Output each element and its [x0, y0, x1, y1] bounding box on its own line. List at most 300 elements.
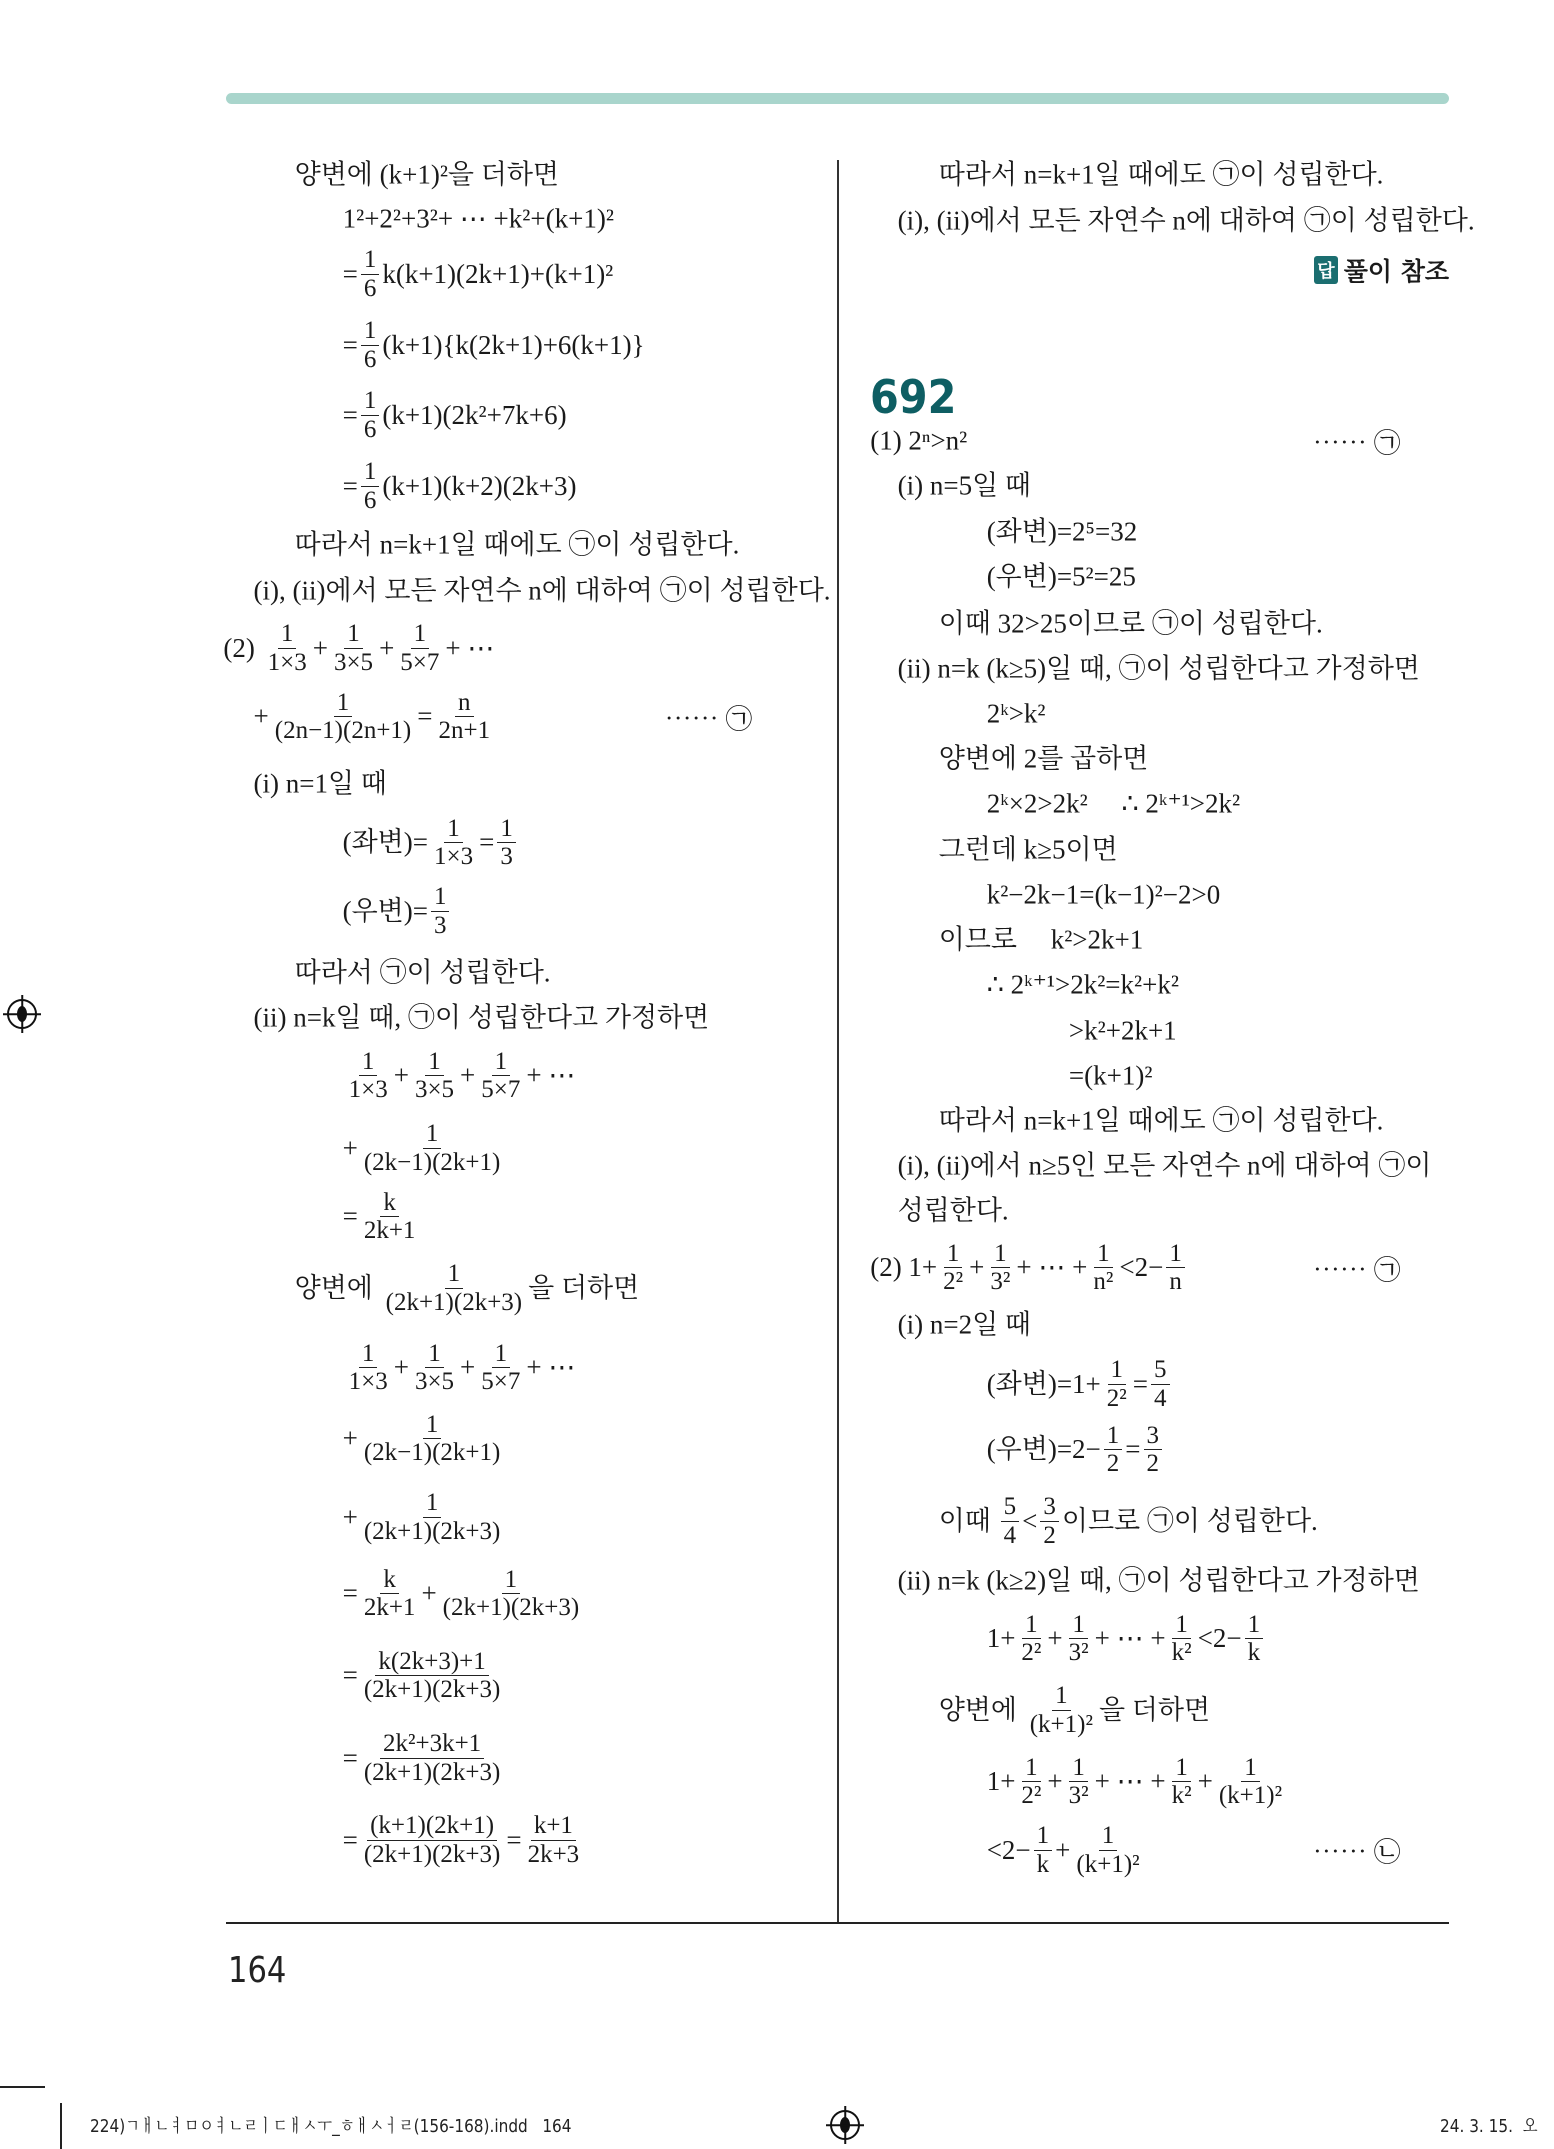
numerator: k	[380, 1566, 399, 1595]
math-text: 이므로 k²>2k+1	[938, 924, 1144, 955]
math-text: (좌변)=	[342, 827, 428, 858]
fraction	[361, 246, 380, 302]
fraction	[435, 689, 493, 745]
answer-badge: 답	[1314, 256, 1337, 284]
denominator: (2n−1)(2n+1)	[274, 717, 412, 745]
math-line	[987, 561, 1136, 592]
math-line	[898, 205, 1475, 236]
fraction	[361, 1812, 504, 1868]
footer-date: 24. 3. 15. 오	[1440, 2116, 1538, 2137]
math-text: =	[342, 399, 358, 430]
numerator: 1	[361, 458, 380, 487]
numerator: 1	[1069, 1754, 1088, 1783]
math-text: 양변에	[294, 1272, 380, 1303]
fraction	[1001, 1493, 1020, 1549]
denominator: (2k+1)(2k+3)	[363, 1758, 501, 1786]
math-text: =	[342, 329, 358, 360]
math-line	[987, 698, 1046, 729]
numerator: 1	[423, 1411, 442, 1440]
math-text: =	[342, 1578, 358, 1609]
math-text: (ii) n=k (k≥2)일 때, ㉠이 성립한다고 가정하면	[897, 1565, 1420, 1596]
denominator: n	[1169, 1268, 1182, 1296]
math-text: 양변에 (k+1)²을 더하면	[294, 159, 560, 190]
numerator: (k+1)(2k+1)	[367, 1812, 497, 1841]
math-text: (ii) n=k (k≥5)일 때, ㉠이 성립한다고 가정하면	[897, 653, 1420, 684]
fraction	[412, 1340, 457, 1396]
math-line	[254, 575, 831, 606]
math-line	[343, 1566, 586, 1622]
math-line	[939, 1493, 1318, 1549]
denominator: 4	[1154, 1384, 1167, 1412]
math-text: 1+	[986, 1623, 1016, 1654]
denominator: (2k+1)(2k+3)	[363, 1840, 501, 1868]
footer-file-name: 224)ㄱㅐㄴㅕㅁㅇㅕㄴㄹㅣㄷㅐㅅㅜ_ㅎㅐㅅㅓㄹ(156-168).indd 164	[90, 2116, 572, 2137]
math-text: =	[479, 827, 495, 858]
fraction	[412, 1048, 457, 1104]
numerator: 1	[1022, 1611, 1041, 1640]
denominator: 6	[363, 486, 377, 514]
fraction	[1169, 1754, 1195, 1810]
denominator: (2k+1)(2k+3)	[442, 1594, 580, 1622]
math-text: +	[342, 1132, 358, 1163]
math-text: 2ᵏ×2>2k² ∴ 2ᵏ⁺¹>2k²	[986, 788, 1241, 819]
numerator: 1	[423, 1120, 442, 1149]
math-line	[898, 653, 1420, 684]
fraction	[361, 1120, 504, 1176]
problem-number: 692	[870, 370, 957, 424]
denominator: 2	[1106, 1450, 1120, 1478]
fraction	[1066, 1754, 1092, 1810]
numerator: 1	[1034, 1822, 1053, 1851]
math-text: (2)	[223, 632, 262, 663]
math-line	[987, 1356, 1173, 1412]
denominator: 1×3	[267, 648, 307, 676]
math-line	[295, 160, 559, 191]
denominator: (2k−1)(2k+1)	[363, 1148, 501, 1176]
math-text: 을 더하면	[1098, 1694, 1211, 1725]
math-text: (1) 2ⁿ>n²	[870, 425, 968, 456]
column-divider	[837, 160, 839, 1923]
answer-text: 풀이 참조	[1343, 257, 1449, 286]
math-text: 그런데 k≥5이면	[938, 834, 1118, 865]
numerator: 1	[361, 317, 380, 346]
fraction	[361, 1648, 504, 1704]
denominator: 3	[500, 843, 513, 871]
math-text: +	[460, 1352, 476, 1383]
math-text: (ii) n=k일 때, ㉠이 성립한다고 가정하면	[253, 1002, 710, 1033]
math-text: =	[342, 1201, 358, 1232]
math-line	[254, 1003, 710, 1034]
math-line	[343, 246, 614, 302]
math-text: =	[342, 1660, 358, 1691]
math-text: <2−	[986, 1834, 1031, 1865]
fraction	[440, 1566, 583, 1622]
fraction	[431, 883, 450, 939]
numerator: 1	[1108, 1356, 1127, 1385]
math-text: +	[312, 632, 328, 663]
math-line	[343, 1489, 507, 1545]
denominator: (k+1)²	[1076, 1850, 1140, 1878]
math-line	[870, 426, 967, 457]
fraction	[478, 1340, 523, 1396]
math-text: (좌변)=1+	[986, 1368, 1101, 1399]
denominator: 2²	[943, 1268, 964, 1296]
math-line	[295, 530, 740, 561]
numerator: 1	[411, 620, 430, 649]
denominator: 3²	[990, 1268, 1011, 1296]
math-line	[987, 789, 1240, 820]
math-line	[343, 1411, 507, 1467]
numerator: 1	[492, 1340, 511, 1369]
math-line	[343, 883, 453, 939]
numerator: 1	[1166, 1240, 1185, 1269]
fraction	[1034, 1822, 1053, 1878]
denominator: 3×5	[333, 648, 374, 676]
math-text: +	[342, 1501, 358, 1532]
denominator: 2²	[1021, 1639, 1042, 1667]
equation-marker: ⋯⋯ ㉠	[664, 704, 753, 735]
fraction	[331, 620, 376, 676]
numerator: 1	[431, 883, 450, 912]
math-text: (우변)=2−	[986, 1434, 1101, 1465]
math-text: +	[969, 1252, 985, 1283]
fraction	[361, 1411, 504, 1467]
numerator: 1	[1052, 1682, 1071, 1711]
math-text: + ⋯	[526, 1352, 576, 1383]
bottom-rule	[226, 1922, 1449, 1924]
numerator: 1	[502, 1566, 521, 1595]
numerator: 5	[1151, 1356, 1170, 1385]
fraction	[265, 620, 310, 676]
math-text: (우변)=	[342, 895, 428, 926]
fraction	[1027, 1682, 1096, 1738]
math-text: k(k+1)(2k+1)+(k+1)²	[382, 258, 614, 289]
math-text: +	[460, 1060, 476, 1091]
numerator: 1	[1172, 1754, 1191, 1783]
math-line	[898, 1151, 1432, 1182]
fraction	[1090, 1240, 1116, 1296]
math-text: +	[1197, 1765, 1213, 1796]
math-line	[343, 1189, 422, 1245]
denominator: 3×5	[414, 1076, 455, 1104]
numerator: 5	[1001, 1493, 1020, 1522]
numerator: 1	[1069, 1611, 1088, 1640]
math-line	[987, 1754, 1288, 1810]
math-line	[343, 1340, 576, 1396]
math-text: +	[379, 632, 395, 663]
fraction	[1144, 1422, 1163, 1478]
fraction	[431, 815, 476, 871]
math-text: + ⋯	[445, 632, 495, 663]
equation-marker: ⋯⋯ ㉠	[1312, 1255, 1401, 1286]
math-line	[254, 768, 387, 799]
math-text: (k+1)(2k²+7k+6)	[382, 399, 567, 430]
math-text: 이므로 ㉠이 성립한다.	[1061, 1505, 1318, 1536]
numerator: 1	[425, 1048, 444, 1077]
math-text: (i) n=5일 때	[897, 470, 1031, 501]
fraction	[1245, 1611, 1264, 1667]
numerator: n	[455, 689, 474, 718]
fraction	[361, 1730, 504, 1786]
fraction	[361, 458, 380, 514]
denominator: 2k+3	[527, 1840, 580, 1868]
math-line	[898, 1310, 1031, 1341]
denominator: 3	[433, 911, 447, 939]
header-accent-bar	[226, 93, 1449, 104]
denominator: (2k+1)(2k+3)	[385, 1288, 523, 1316]
math-line	[343, 1648, 507, 1704]
math-line	[343, 1120, 507, 1176]
numerator: 1	[1022, 1754, 1041, 1783]
math-line	[1069, 1060, 1153, 1091]
math-line	[987, 1822, 1146, 1878]
denominator: 3²	[1068, 1639, 1089, 1667]
math-text: =(k+1)²	[1068, 1060, 1153, 1091]
numerator: 1	[359, 1340, 378, 1369]
denominator: 4	[1003, 1521, 1017, 1549]
registration-mark-icon	[830, 2110, 860, 2140]
numerator: 2k²+3k+1	[380, 1730, 484, 1759]
denominator: 2	[1043, 1521, 1056, 1549]
numerator: 1	[423, 1489, 442, 1518]
numerator: 1	[497, 815, 516, 844]
math-line	[343, 815, 519, 871]
math-text: 따라서 n=k+1일 때에도 ㉠이 성립한다.	[938, 1105, 1384, 1136]
denominator: (k+1)²	[1218, 1782, 1283, 1810]
crop-mark	[0, 2086, 45, 2088]
fraction	[1018, 1754, 1044, 1810]
math-line	[939, 160, 1384, 191]
math-line	[987, 970, 1179, 1001]
page-number: 164	[228, 1950, 287, 1991]
denominator: 2²	[1021, 1782, 1042, 1810]
denominator: 6	[363, 345, 377, 373]
numerator: 1	[344, 620, 363, 649]
denominator: k²	[1171, 1782, 1192, 1810]
registration-mark-icon	[7, 999, 37, 1029]
fraction	[383, 1260, 526, 1316]
denominator: k	[1036, 1850, 1050, 1878]
denominator: k	[1247, 1639, 1261, 1667]
math-text: k²−2k−1=(k−1)²−2>0	[986, 879, 1221, 910]
numerator: 3	[1144, 1422, 1163, 1451]
math-text: 1²+2²+3²+ ⋯ +k²+(k+1)²	[342, 203, 614, 234]
denominator: 2k+1	[363, 1594, 416, 1622]
math-line	[939, 744, 1149, 775]
numerator: 1	[359, 1048, 378, 1077]
equation-marker: ⋯⋯ ㉡	[1312, 1837, 1401, 1868]
fraction	[1018, 1611, 1044, 1667]
math-text: +	[393, 1060, 409, 1091]
numerator: k(2k+3)+1	[375, 1648, 488, 1677]
math-text: 2ᵏ>k²	[986, 698, 1046, 729]
math-line	[343, 387, 567, 443]
math-text: +	[1047, 1623, 1063, 1654]
math-line	[939, 608, 1323, 639]
math-text: +	[421, 1578, 437, 1609]
denominator: (2k−1)(2k+1)	[363, 1439, 501, 1467]
denominator: 5×7	[400, 648, 440, 676]
math-line	[987, 516, 1138, 547]
math-line	[898, 1196, 1009, 1227]
math-text: 따라서 n=k+1일 때에도 ㉠이 성립한다.	[938, 159, 1384, 190]
math-line	[223, 620, 494, 676]
math-text: <	[1022, 1505, 1038, 1536]
numerator: 1	[444, 815, 463, 844]
math-text: (i), (ii)에서 모든 자연수 n에 대하여 ㉠이 성립한다.	[897, 205, 1475, 236]
fraction	[361, 1566, 419, 1622]
fraction	[361, 1189, 419, 1245]
fraction	[1040, 1493, 1059, 1549]
math-text: >k²+2k+1	[1068, 1015, 1177, 1046]
math-text: + ⋯ +	[1094, 1765, 1166, 1796]
math-text: 이때 32>25이므로 ㉠이 성립한다.	[938, 608, 1323, 639]
numerator: 1	[492, 1048, 511, 1077]
numerator: 1	[944, 1240, 963, 1269]
math-line	[343, 1048, 576, 1104]
denominator: 1×3	[433, 843, 474, 871]
math-line	[870, 1240, 1188, 1296]
fraction	[940, 1240, 966, 1296]
math-text: + ⋯ +	[1094, 1623, 1166, 1654]
math-text: =	[1132, 1368, 1149, 1399]
denominator: n²	[1093, 1268, 1114, 1296]
fraction	[525, 1812, 583, 1868]
numerator: k+1	[531, 1812, 576, 1841]
denominator: k²	[1171, 1639, 1192, 1667]
math-text: (2) 1+	[870, 1252, 938, 1283]
fraction	[1216, 1754, 1285, 1810]
denominator: 6	[363, 274, 377, 302]
numerator: 1	[1104, 1422, 1123, 1451]
numerator: 1	[991, 1240, 1010, 1269]
math-line	[939, 925, 1144, 956]
math-text: +	[1047, 1765, 1063, 1796]
math-text: (좌변)=2⁵=32	[986, 516, 1138, 547]
math-text: +	[393, 1352, 409, 1383]
math-line	[898, 1566, 1420, 1597]
math-text: <2−	[1197, 1623, 1242, 1654]
fraction	[272, 689, 415, 745]
math-line	[343, 458, 577, 514]
numerator: 1	[361, 246, 380, 275]
math-text: ∴ 2ᵏ⁺¹>2k²=k²+k²	[986, 969, 1179, 1000]
fraction	[987, 1240, 1013, 1296]
equation-marker: ⋯⋯ ㉠	[1312, 428, 1401, 459]
numerator: 1	[1245, 1611, 1264, 1640]
denominator: 1×3	[348, 1368, 388, 1396]
math-line	[343, 1730, 507, 1786]
math-text: 을 더하면	[528, 1272, 640, 1303]
numerator: 1	[1241, 1754, 1260, 1783]
denominator: (2k+1)(2k+3)	[363, 1676, 501, 1704]
math-line	[939, 1105, 1384, 1136]
denominator: 2k+1	[363, 1217, 416, 1245]
numerator: 1	[361, 387, 380, 416]
denominator: (k+1)²	[1029, 1710, 1093, 1738]
crop-mark	[60, 2103, 62, 2149]
math-line	[939, 1682, 1210, 1738]
math-text: + ⋯	[526, 1060, 576, 1091]
fraction	[346, 1340, 391, 1396]
math-line	[939, 834, 1118, 865]
fraction	[361, 387, 380, 443]
math-text: (i) n=2일 때	[897, 1309, 1031, 1340]
math-line	[343, 1812, 586, 1868]
fraction	[346, 1048, 391, 1104]
numerator: 1	[1099, 1822, 1118, 1851]
math-text: =	[342, 470, 358, 501]
math-line	[987, 1422, 1165, 1478]
numerator: k	[380, 1189, 399, 1218]
denominator: 3×5	[414, 1368, 455, 1396]
math-text: =	[1125, 1434, 1141, 1465]
math-text: 따라서 ㉠이 성립한다.	[294, 957, 551, 988]
math-text: <2−	[1119, 1252, 1164, 1283]
math-line	[254, 689, 497, 745]
numerator: 1	[1172, 1611, 1191, 1640]
answer-label	[1314, 252, 1449, 288]
denominator: 1×3	[348, 1076, 388, 1104]
fraction	[1066, 1611, 1092, 1667]
math-line	[987, 879, 1221, 910]
fraction	[497, 815, 516, 871]
fraction	[1166, 1240, 1185, 1296]
math-text: =	[417, 701, 433, 732]
math-line	[343, 317, 645, 373]
numerator: 1	[425, 1340, 444, 1369]
math-text: 1+	[986, 1765, 1016, 1796]
fraction	[361, 1489, 504, 1545]
fraction	[361, 317, 380, 373]
math-text: =	[342, 1824, 358, 1855]
math-line	[295, 1260, 640, 1316]
numerator: 1	[334, 689, 353, 718]
denominator: 3²	[1068, 1782, 1089, 1810]
math-line	[295, 957, 551, 988]
denominator: (2k+1)(2k+3)	[363, 1517, 501, 1545]
math-line	[987, 1611, 1266, 1667]
math-text: 따라서 n=k+1일 때에도 ㉠이 성립한다.	[294, 529, 740, 560]
fraction	[1104, 1422, 1123, 1478]
math-line	[343, 204, 614, 235]
math-text: =	[342, 1742, 358, 1773]
numerator: 1	[1094, 1240, 1113, 1269]
math-text: (i) n=1일 때	[253, 768, 387, 799]
math-text: 양변에 2를 곱하면	[938, 743, 1149, 774]
math-line	[898, 471, 1031, 502]
math-text: + ⋯ +	[1016, 1252, 1088, 1283]
math-text: (i), (ii)에서 모든 자연수 n에 대하여 ㉠이 성립한다.	[253, 575, 831, 606]
numerator: 3	[1040, 1493, 1059, 1522]
fraction	[397, 620, 442, 676]
fraction	[478, 1048, 523, 1104]
math-text: 양변에	[938, 1694, 1024, 1725]
math-text: +	[342, 1423, 358, 1454]
denominator: 2²	[1106, 1384, 1127, 1412]
math-text: +	[1055, 1834, 1071, 1865]
math-text: =	[506, 1824, 522, 1855]
math-text: (k+1){k(2k+1)+6(k+1)}	[382, 329, 645, 360]
fraction	[1169, 1611, 1195, 1667]
math-text: (우변)=5²=25	[986, 561, 1136, 592]
math-text: =	[342, 258, 358, 289]
denominator: 2n+1	[438, 717, 491, 745]
denominator: 5×7	[481, 1076, 521, 1104]
fraction	[1104, 1356, 1130, 1412]
denominator: 5×7	[481, 1368, 521, 1396]
denominator: 6	[363, 415, 377, 443]
